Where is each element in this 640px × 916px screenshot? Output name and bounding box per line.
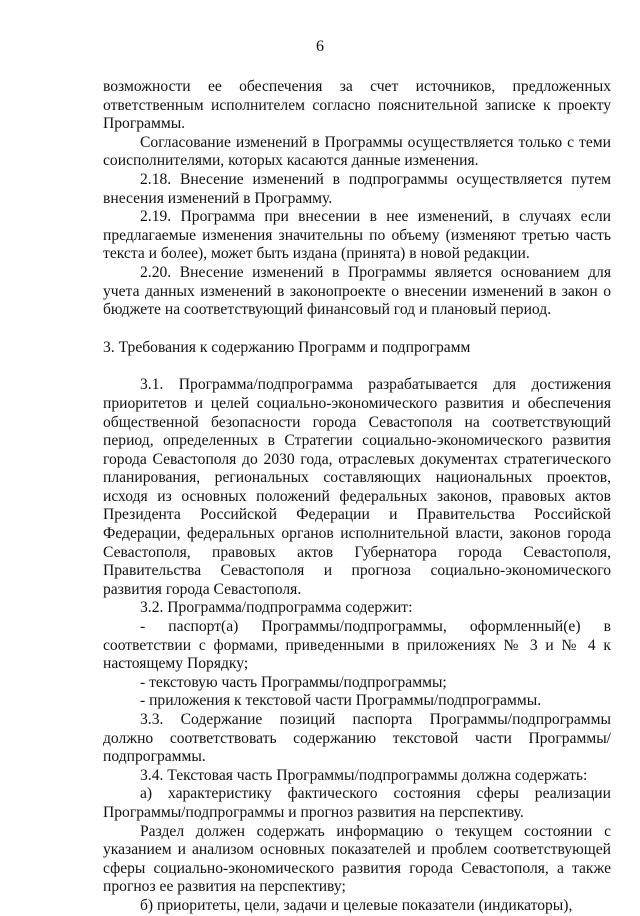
list-item: - приложения к текстовой части Программы/подпрограммы. bbox=[140, 692, 542, 710]
paragraph: Раздел должен содержать информацию о текущем состоянии с указанием и анализом основных показателей и проблем соответствующей сферы социально-экономического развития города Севастополя, а также прогноз ее развития на перспективу; bbox=[103, 822, 611, 896]
list-item: а) характеристику фактического состояния сферы реализации Программы/подпрограммы и прогноз развития на перспективу. bbox=[103, 785, 611, 821]
paragraph-2-20: 2.20. Внесение изменений в Программы является основанием для учета данных изменений в законопроекте о внесении изменений в закон о бюджете на соответствующий финансовый год и плановый период. bbox=[103, 263, 611, 319]
paragraph-3-1: 3.1. Программа/подпрограмма разрабатывается для достижения приоритетов и целей социально-экономического развития и обеспечения общественной безопасности города Севастополя на соответствующий период, определенных в Стратегии социально-экономического развития города Севастополя до 2030 года, отраслевых документах стратегического планирования, региональных составляющих национальных проектов, исходя из основных положений федеральных законов, правовых актов Президента Российской Федерации и Правительства Российской Федерации, федеральных органов исполнительной власти, законов города Севастополя, правовых актов Губернатора города Севастополя, Правительства Севастополя и прогноза социально-экономического развития города Севастополя. bbox=[103, 376, 611, 598]
list-item: - паспорт(а) Программы/подпрограммы, оформленный(е) в соответствии с формами, приведенными в приложениях № 3 и № 4 к настоящему Порядку; bbox=[103, 618, 611, 673]
list-item: - текстовую часть Программы/подпрограммы; bbox=[140, 673, 447, 691]
document-body bbox=[103, 78, 611, 916]
paragraph-3-4: 3.4. Текстовая часть Программы/подпрограммы должна содержать: bbox=[140, 766, 588, 784]
section-heading: 3. Требования к содержанию Программ и подпрограмм bbox=[103, 338, 471, 356]
paragraph: возможности ее обеспечения за счет источников, предложенных ответственным исполнителем согласно пояснительной записке к проекту Программы. bbox=[103, 78, 611, 133]
paragraph-2-18: 2.18. Внесение изменений в подпрограммы осуществляется путем внесения изменений в Программу. bbox=[103, 170, 611, 207]
page-number: 6 bbox=[316, 38, 324, 55]
paragraph-3-2: 3.2. Программа/подпрограмма содержит: bbox=[140, 599, 413, 617]
list-item: б) приоритеты, цели, задачи и целевые показатели (индикаторы), bbox=[140, 896, 573, 914]
paragraph-2-19: 2.19. Программа при внесении в нее изменений, в случаях если предлагаемые изменения значительны по объему (изменяют третью часть текста и более), может быть издана (принята) в новой редакции. bbox=[103, 208, 611, 263]
paragraph: Согласование изменений в Программы осуществляется только с теми соисполнителями, которых касаются данные изменения. bbox=[103, 133, 611, 170]
paragraph-3-3: 3.3. Содержание позиций паспорта Программы/подпрограммы должно соответствовать содержанию текстовой части Программы/подпрограммы. bbox=[103, 711, 611, 766]
